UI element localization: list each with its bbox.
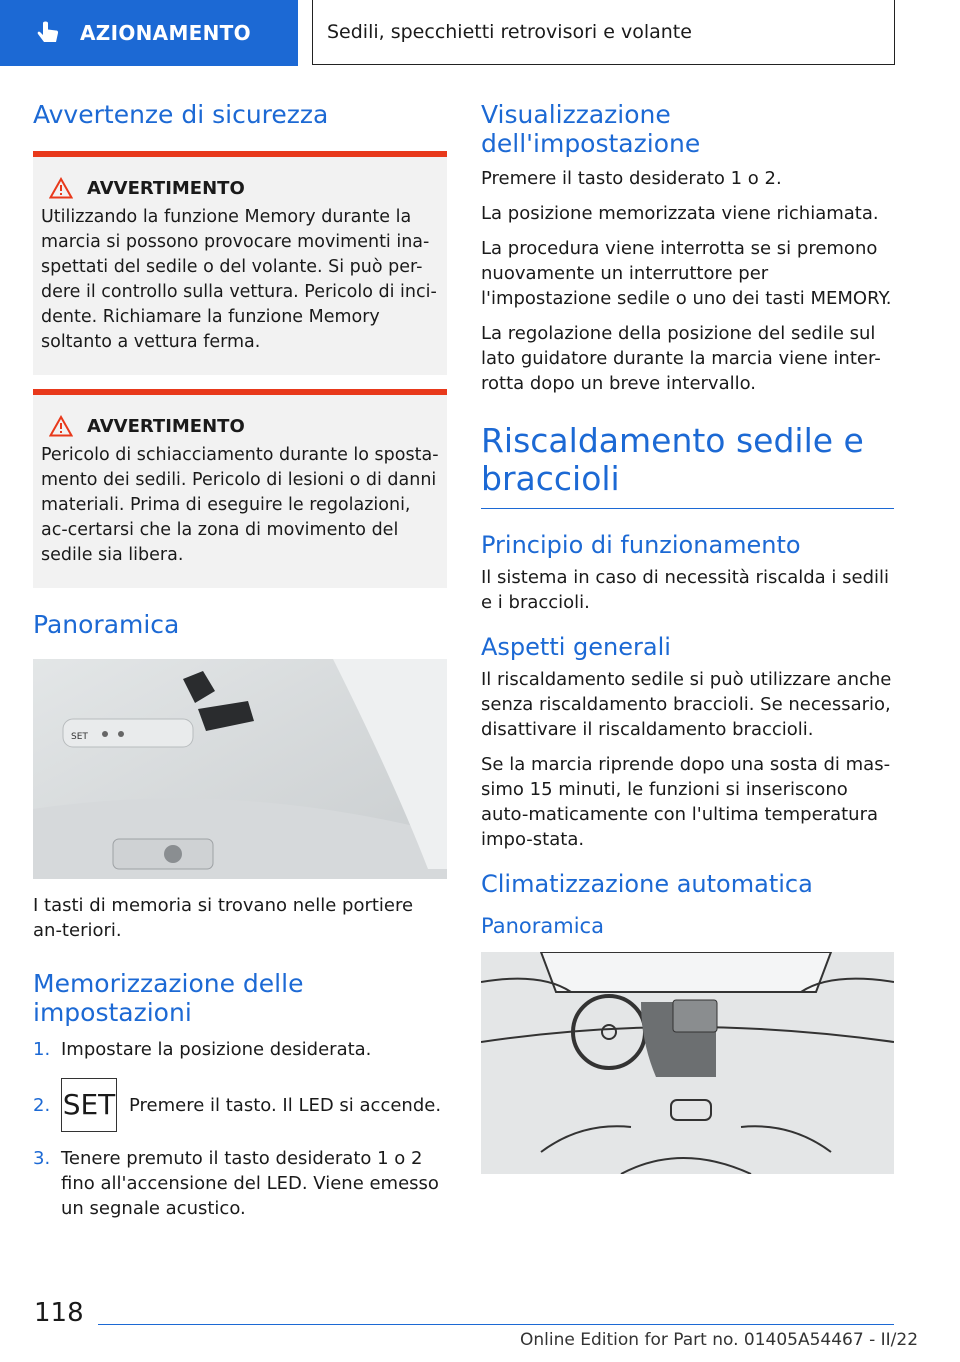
warning-box-1 (33, 151, 447, 375)
heading-general: Aspetti generali (481, 633, 671, 661)
step-text: Impostare la posizione desiderata. (61, 1039, 372, 1060)
step-item (33, 1078, 447, 1132)
warning-title: AVVERTIMENTO (87, 177, 245, 199)
chapter-header (312, 0, 895, 65)
set-button-icon: SET (61, 1078, 117, 1132)
heading-seat-heating: Riscaldamento sedile e braccioli (481, 421, 864, 498)
paragraph: Se la marcia riprende dopo una sosta di mas-simo 15 minuti, le funzioni si inseriscono auto-maticamente con l'ultima temperatura impo-stata. (481, 754, 891, 850)
paragraph: Il sistema in caso di necessità riscalda i sedili e i braccioli. (481, 567, 890, 613)
step-text: Tenere premuto il tasto desiderato 1 o 2 fino all'accensione del LED. Viene emesso un segnale acustico. (61, 1148, 439, 1219)
paragraph: La procedura viene interrotta se si premono nuovamente un interruttore per l'impostazione sedile o uno dei tasti MEMORY. (481, 238, 892, 309)
left-column (33, 100, 447, 1221)
warning-text: Utilizzando la funzione Memory durante la marcia si possono provocare movimenti ina-spettati del sedile o del volante. Si può per-dere il controllo sulla vettura. Pericolo di inci-dente. Richiamare la funzione Memory soltanto a vettura ferma. (41, 207, 437, 352)
dashboard-image (481, 952, 894, 1174)
heading-climate: Climatizzazione automatica (481, 870, 813, 898)
door-memory-buttons-image (33, 659, 447, 879)
warning-triangle-icon (49, 415, 73, 437)
section-title: AZIONAMENTO (80, 21, 251, 45)
page-number: 118 (34, 1298, 84, 1328)
step-number: 2. (33, 1094, 51, 1116)
warning-text: Pericolo di schiacciamento durante lo sposta-mento dei sedili. Pericolo di lesioni o di danni materiali. Prima di eseguire le regolazioni, ac-certarsi che la zona di movimento del sedile sia libera. (41, 445, 439, 565)
warning-triangle-icon (49, 177, 73, 199)
step-text: Premere il tasto. Il LED si accende. (129, 1094, 442, 1116)
image-caption: I tasti di memoria si trovano nelle portiere an-teriori. (33, 895, 414, 941)
heading-safety: Avvertenze di sicurezza (33, 100, 329, 129)
paragraph: Il riscaldamento sedile si può utilizzare anche senza riscaldamento braccioli. Se necessario, disattivare il riscaldamento braccioli. (481, 669, 892, 740)
heading-display-setting: Visualizzazione dell'impostazione (481, 100, 701, 158)
step-number: 1. (33, 1039, 51, 1060)
right-column (481, 100, 894, 1174)
footer-edition: Online Edition for Part no. 01405A54467 - II/22 (520, 1330, 919, 1350)
heading-overview: Panoramica (33, 610, 180, 639)
footer-divider (98, 1324, 894, 1325)
step-item (33, 1037, 447, 1062)
chapter-title: Sedili, specchietti retrovisori e volante (327, 21, 692, 43)
section-tab (0, 0, 298, 66)
hand-pointer-icon (34, 19, 62, 47)
paragraph: La regolazione della posizione del sedile sul lato guidatore durante la marcia viene inter-rotta dopo un breve intervallo. (481, 323, 881, 394)
heading-principle: Principio di funzionamento (481, 531, 801, 559)
svg-text:SET: SET (71, 732, 88, 742)
paragraph: La posizione memorizzata viene richiamata. (481, 203, 879, 224)
step-item (33, 1146, 447, 1221)
warning-box-2 (33, 389, 447, 588)
heading-heating-block (481, 422, 894, 509)
heading-overview-2: Panoramica (481, 914, 604, 938)
heading-save-settings: Memorizzazione delle impostazioni (33, 969, 304, 1027)
step-number: 3. (33, 1148, 51, 1169)
paragraph: Premere il tasto desiderato 1 o 2. (481, 168, 782, 189)
warning-title: AVVERTIMENTO (87, 415, 245, 437)
